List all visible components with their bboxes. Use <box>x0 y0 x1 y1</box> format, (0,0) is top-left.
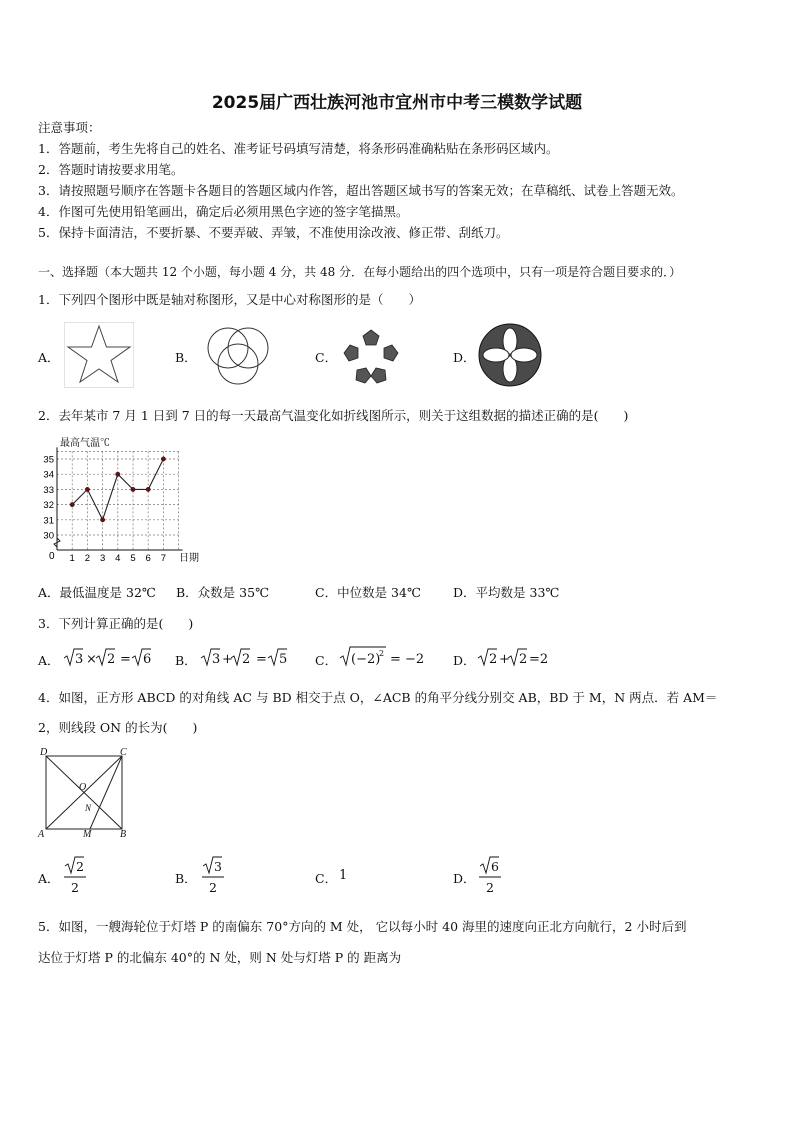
q3-b-result: 5 <box>279 652 288 667</box>
note-item-3: 3．请按照题号顺序在答题卡各题目的答题区域内作答，超出答题区域书写的答案无效；在草稿纸、试卷上答题无效。 <box>38 183 684 198</box>
q3-b-op: + <box>222 652 233 667</box>
q3-option-b-label: B． <box>175 653 197 668</box>
q4-option-b-label: B． <box>175 871 197 886</box>
chart-point <box>146 487 150 491</box>
q1-option-d-label: D． <box>453 350 476 365</box>
q3-d-radicand-1: 2 <box>489 652 498 667</box>
q2-option-b: B．众数是 35℃ <box>176 585 270 600</box>
chart-ytick-label: 32 <box>43 500 54 512</box>
chart-xtick-label: 5 <box>130 553 136 564</box>
q1-option-b-label: B． <box>175 350 197 365</box>
q4-option-c-label: C． <box>315 871 338 886</box>
q3-option-a-label: A． <box>38 653 60 668</box>
q3-option-d-expr <box>476 644 576 670</box>
q3-d-radicand-2: 2 <box>519 652 528 667</box>
q2-option-a: A．最低温度是 32℃ <box>38 585 156 600</box>
chart-ylabel: 最高气温℃ <box>60 438 110 449</box>
q4-square-figure <box>36 744 136 840</box>
q3-b-radicand-2: 2 <box>242 652 251 667</box>
q3-option-d-label: D． <box>453 653 476 668</box>
q4-label-a: A <box>38 829 45 840</box>
chart-axes <box>54 447 183 550</box>
chart-xtick-label: 3 <box>99 553 106 564</box>
q3-a-radicand-2: 2 <box>107 652 116 667</box>
note-item-2: 2．答题时请按要求用笔。 <box>38 162 184 177</box>
page-title: 2025届广西壮族河池市宜州市中考三模数学试题 <box>211 93 583 113</box>
q1-figure-b-three-circles <box>198 322 278 388</box>
section-heading: 一、选择题（本大题共 12 个小题，每小题 4 分，共 48 分．在每小题给出的四个选项中，只有一项是符合题目要求的．） <box>38 265 682 279</box>
q4-b-numerator: 3 <box>214 859 222 874</box>
chart-point <box>85 487 89 491</box>
q3-a-result: 6 <box>143 652 152 667</box>
q4-stem-line-1: 4．如图，正方形 ABCD 的对角线 AC 与 BD 相交于点 O，∠ACB 的角平分线分别交 AB，BD 于 M，N 两点．若 AM＝ <box>38 690 718 705</box>
q2-stem: 2．去年某市 7 月 1 日到 7 日的每一天最高气温变化如折线图所示，则关于这组数据的描述正确的是( ) <box>38 408 629 423</box>
q3-a-eq: = <box>120 652 131 667</box>
chart-ytick-label: 30 <box>43 530 54 542</box>
note-item-1: 1．答题前，考生先将自己的姓名、准考证号码填写清楚，将条形码准确粘贴在条形码区域内。 <box>38 141 559 156</box>
q4-stem-line-2: 2，则线段 ON 的长为( ) <box>38 720 198 735</box>
q3-option-c-expr <box>338 642 438 670</box>
note-item-4: 4．作图可先使用铅笔画出，确定后必须用黑色字迹的签字笔描黑。 <box>38 204 409 219</box>
q3-a-radicand-1: 3 <box>75 652 84 667</box>
chart-xtick-label: 6 <box>145 553 151 564</box>
q3-b-radicand-1: 3 <box>212 652 221 667</box>
q1-stem: 1．下列四个图形中既是轴对称图形，又是中心对称图形的是（ ） <box>38 292 421 307</box>
q3-a-op: × <box>86 652 97 667</box>
q4-option-a-label: A． <box>38 871 60 886</box>
q3-b-eq: = <box>256 652 267 667</box>
note-item-5: 5．保持卡面清洁，不要折暴、不要弄破、弄皱，不准使用涂改液、修正带、刮纸刀。 <box>38 225 509 240</box>
q3-option-c-label: C． <box>315 653 338 668</box>
notes-heading: 注意事项： <box>38 120 101 135</box>
q4-d-numerator: 6 <box>491 859 499 874</box>
q1-option-a-label: A． <box>38 350 60 365</box>
q1-figure-d-four-petal <box>476 322 544 388</box>
q4-a-numerator: 2 <box>76 859 84 874</box>
q2-option-c: C．中位数是 34℃ <box>315 585 421 600</box>
q4-b-denominator: 2 <box>209 880 217 895</box>
q4-option-c-value: 1 <box>339 868 348 883</box>
q4-label-n: N <box>85 803 92 813</box>
q3-option-a-expr <box>62 644 162 670</box>
q4-option-d-label: D． <box>453 871 476 886</box>
q4-option-a-fraction <box>62 854 92 898</box>
chart-xlabel: 日期 <box>179 553 199 564</box>
q5-stem-line-2: 达位于灯塔 P 的北偏东 40°的 N 处，则 N 处与灯塔 P 的 距离为 <box>38 950 402 965</box>
chart-origin-label: 0 <box>49 551 55 562</box>
q3-stem: 3．下列计算正确的是( ) <box>38 616 194 631</box>
q2-line-chart <box>40 432 210 570</box>
q3-c-exponent: 2 <box>379 649 385 658</box>
chart-xtick-label: 1 <box>69 553 75 564</box>
q4-d-denominator: 2 <box>486 880 494 895</box>
q4-label-m: M <box>83 829 92 840</box>
q1-option-c-label: C． <box>315 350 338 365</box>
chart-point <box>131 487 135 491</box>
q4-label-o: O <box>79 782 87 793</box>
chart-ytick-label: 33 <box>43 484 54 496</box>
q4-option-b-fraction <box>200 854 230 898</box>
chart-xtick-label: 4 <box>115 553 121 564</box>
chart-ytick-label: 34 <box>43 469 54 481</box>
chart-ytick-label: 31 <box>43 515 54 527</box>
q1-figure-a-star <box>64 322 134 388</box>
chart-point <box>116 472 120 476</box>
q3-option-b-expr <box>199 644 299 670</box>
q4-option-d-fraction <box>477 854 507 898</box>
chart-point <box>100 518 104 522</box>
q1-figure-c-pentagon-ring <box>338 326 404 386</box>
chart-point <box>70 502 74 506</box>
q5-stem-line-1: 5．如图，一艘海轮位于灯塔 P 的南偏东 70°方向的 M 处， 它以每小时 40 海里的速度向正北方向航行，2 小时后到 <box>38 919 687 934</box>
chart-xtick-label: 7 <box>160 553 167 564</box>
chart-ytick-label: 35 <box>43 454 54 466</box>
q4-label-c: C <box>120 747 127 758</box>
q4-label-b: B <box>120 829 127 840</box>
q4-label-d: D <box>40 747 48 758</box>
q2-option-d: D．平均数是 33℃ <box>453 585 560 600</box>
q3-d-op: + <box>499 652 510 667</box>
q3-c-eq: = −2 <box>390 652 425 667</box>
chart-xtick-label: 2 <box>84 553 91 564</box>
q4-a-denominator: 2 <box>71 880 79 895</box>
chart-point <box>161 457 165 461</box>
q3-d-eq: =2 <box>529 652 549 667</box>
q3-c-radicand: (−2) <box>351 652 381 667</box>
